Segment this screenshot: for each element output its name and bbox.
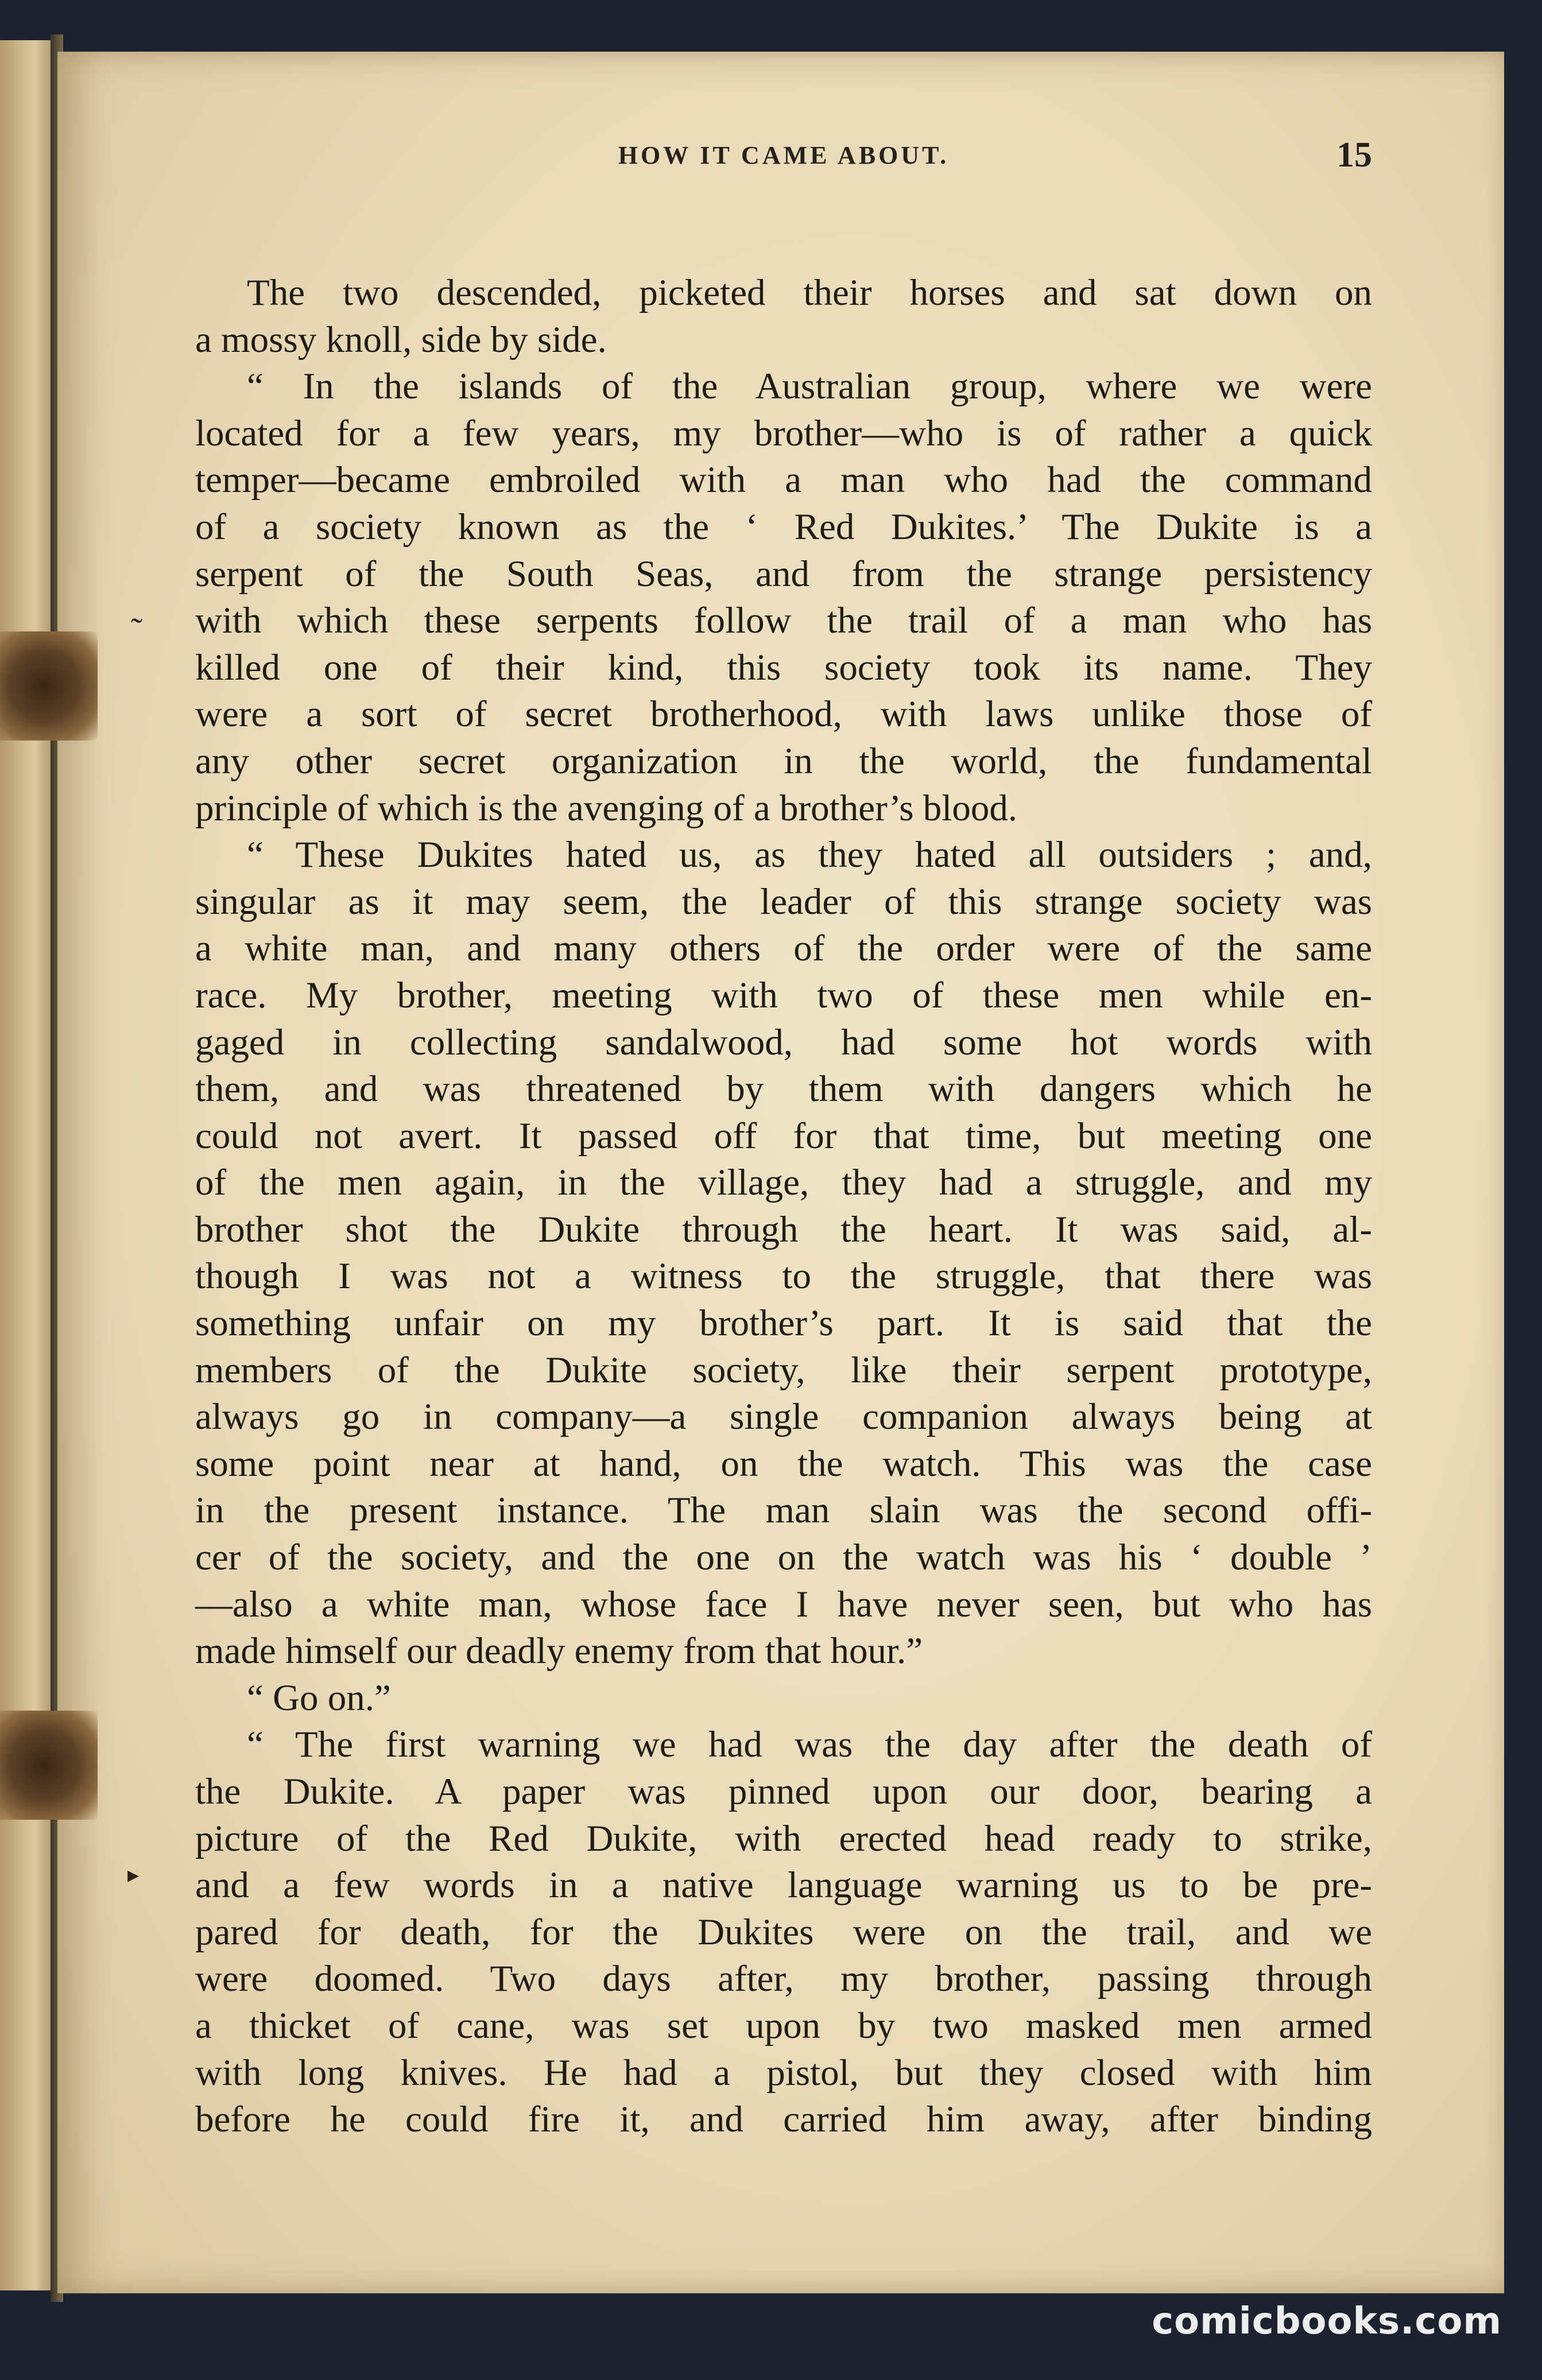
text-line: singular as it may seem, the leader of this strange society was (195, 881, 1372, 922)
running-head: HOW IT CAME ABOUT. (618, 141, 950, 169)
text-line: “ The first warning we had was the day after the death of (247, 1724, 1372, 1766)
text-line: with which these serpents follow the trail of a man who has (195, 600, 1372, 642)
text-line: cer of the society, and the one on the watch was his ‘ double ’ (195, 1537, 1372, 1579)
text-line: —also a white man, whose face I have never seen, but who has (195, 1583, 1372, 1625)
text-line: in the present instance. The man slain was the second offi- (195, 1490, 1372, 1532)
text-line: before he could fire it, and carried him away, after binding (195, 2099, 1372, 2141)
binding-stitch-upper (0, 631, 98, 741)
text-line: The two descended, picketed their horses and sat down on (247, 272, 1372, 313)
text-line: “ In the islands of the Australian group, where we were (247, 366, 1372, 408)
text-line: a mossy knoll, side by side. (195, 319, 607, 361)
text-line: pared for death, for the Dukites were on the trail, and we (195, 1911, 1372, 1953)
margin-dot: ▸ (127, 1862, 140, 1887)
text-line: something unfair on my brother’s part. It is said that the (195, 1303, 1372, 1344)
text-line: a thicket of cane, was set upon by two masked men armed (195, 2005, 1372, 2046)
text-line: them, and was threatened by them with dangers which he (195, 1068, 1372, 1110)
text-line: always go in company—a single companion always being at (195, 1396, 1372, 1438)
text-line: principle of which is the avenging of a brother’s blood. (195, 787, 1018, 829)
page-header (195, 135, 1372, 187)
body-text (195, 270, 1372, 2143)
text-line: temper—became embroiled with a man who had the command (195, 459, 1372, 501)
text-line: located for a few years, my brother—who is of rather a quick (195, 412, 1372, 454)
text-line: serpent of the South Seas, and from the strange persistency (195, 553, 1372, 595)
text-line: though I was not a witness to the struggle, that there was (195, 1255, 1372, 1297)
margin-mark: ˜ (131, 611, 142, 649)
text-line: were a sort of secret brotherhood, with laws unlike those of (195, 693, 1372, 735)
binding-stitch-lower (0, 1711, 98, 1820)
text-line: of a society known as the ‘ Red Dukites.’ The Dukite is a (195, 506, 1372, 548)
text-line: made himself our deadly enemy from that hour.” (195, 1630, 923, 1672)
watermark: comicbooks.com (1152, 2300, 1502, 2343)
text-line: killed one of their kind, this society took its name. They (195, 646, 1372, 688)
text-line: brother shot the Dukite through the heart. It was said, al- (195, 1208, 1372, 1250)
page-number: 15 (1336, 135, 1372, 175)
text-line: some point near at hand, on the watch. This was the case (195, 1443, 1372, 1484)
text-line: race. My brother, meeting with two of these men while en- (195, 974, 1372, 1016)
text-line: any other secret organization in the world, the fundamental (195, 740, 1372, 782)
text-line: of the men again, in the village, they had a struggle, and my (195, 1162, 1372, 1204)
text-line: “ Go on.” (247, 1677, 391, 1719)
text-line: members of the Dukite society, like their serpent prototype, (195, 1349, 1372, 1391)
text-line: were doomed. Two days after, my brother, passing through (195, 1958, 1372, 2000)
text-line: and a few words in a native language warning us to be pre- (195, 1865, 1372, 1906)
text-line: gaged in collecting sandalwood, had some hot words with (195, 1021, 1372, 1063)
text-line: with long knives. He had a pistol, but they closed with him (195, 2052, 1372, 2094)
text-line: picture of the Red Dukite, with erected head ready to strike, (195, 1817, 1372, 1859)
text-line: a white man, and many others of the order were of the same (195, 928, 1372, 970)
text-line: could not avert. It passed off for that time, but meeting one (195, 1115, 1372, 1157)
text-line: the Dukite. A paper was pinned upon our door, bearing a (195, 1771, 1372, 1812)
text-line: “ These Dukites hated us, as they hated all outsiders ; and, (247, 834, 1372, 876)
